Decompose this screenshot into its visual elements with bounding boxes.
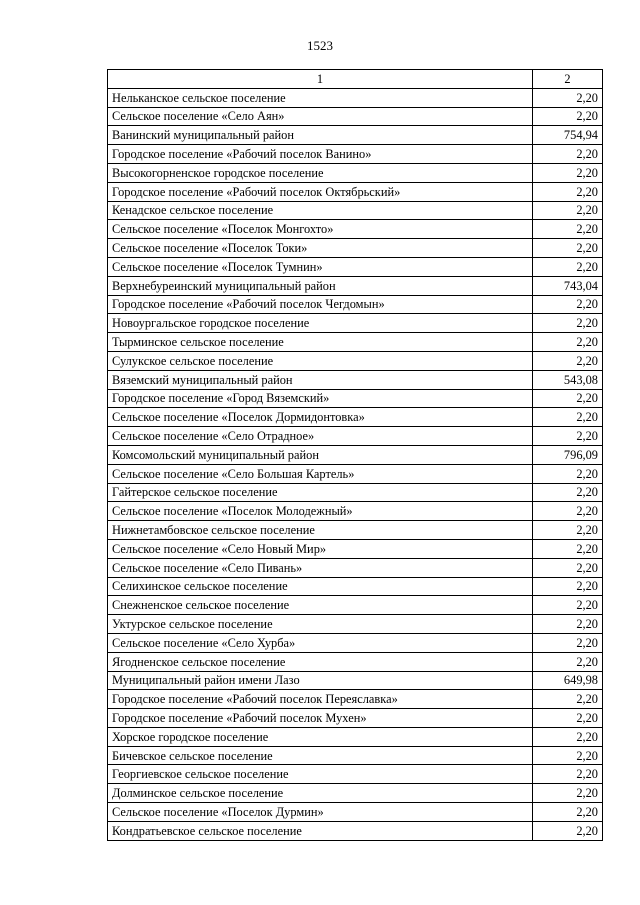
- municipality-name-cell: Сельское поселение «Поселок Дурмин»: [108, 803, 533, 822]
- table-row: [108, 652, 603, 671]
- value-cell: 796,09: [533, 445, 603, 464]
- municipality-name-cell: Кенадское сельское поселение: [108, 201, 533, 220]
- municipality-name-cell: Сельское поселение «Село Пивань»: [108, 558, 533, 577]
- value-cell: 2,20: [533, 539, 603, 558]
- municipality-name-cell: Ягодненское сельское поселение: [108, 652, 533, 671]
- municipality-name-cell: Бичевское сельское поселение: [108, 746, 533, 765]
- table-row: [108, 427, 603, 446]
- table-row: [108, 389, 603, 408]
- value-cell: 2,20: [533, 220, 603, 239]
- municipality-name-cell: Сельское поселение «Село Новый Мир»: [108, 539, 533, 558]
- value-cell: 2,20: [533, 502, 603, 521]
- municipality-name-cell: Уктурское сельское поселение: [108, 615, 533, 634]
- value-cell: 2,20: [533, 821, 603, 840]
- value-cell: 543,08: [533, 370, 603, 389]
- page-number: 1523: [307, 38, 333, 53]
- table-row: [108, 333, 603, 352]
- municipality-name-cell: Сельское поселение «Село Большая Картель»: [108, 464, 533, 483]
- table-row: [108, 577, 603, 596]
- value-cell: 2,20: [533, 464, 603, 483]
- table-row: [108, 483, 603, 502]
- value-cell: 2,20: [533, 746, 603, 765]
- table-row: [108, 464, 603, 483]
- value-cell: 2,20: [533, 314, 603, 333]
- table-row: [108, 239, 603, 258]
- municipality-name-cell: Селихинское сельское поселение: [108, 577, 533, 596]
- column-header-name: 1: [108, 70, 533, 89]
- value-cell: 2,20: [533, 427, 603, 446]
- municipality-name-cell: Нельканское сельское поселение: [108, 88, 533, 107]
- value-cell: 743,04: [533, 276, 603, 295]
- value-cell: 2,20: [533, 633, 603, 652]
- municipality-name-cell: Сельское поселение «Поселок Тумнин»: [108, 257, 533, 276]
- municipality-name-cell: Городское поселение «Рабочий поселок Мухен»: [108, 709, 533, 728]
- table-row: [108, 145, 603, 164]
- municipality-name-cell: Сельское поселение «Поселок Дормидонтовка»: [108, 408, 533, 427]
- table-row: [108, 126, 603, 145]
- municipality-name-cell: Городское поселение «Рабочий поселок Октябрьский»: [108, 182, 533, 201]
- value-cell: 2,20: [533, 201, 603, 220]
- municipality-name-cell: Комсомольский муниципальный район: [108, 445, 533, 464]
- value-cell: 2,20: [533, 765, 603, 784]
- table-row: [108, 633, 603, 652]
- value-cell: 2,20: [533, 615, 603, 634]
- value-cell: 2,20: [533, 333, 603, 352]
- value-cell: 2,20: [533, 558, 603, 577]
- value-cell: 2,20: [533, 107, 603, 126]
- table-row: [108, 370, 603, 389]
- value-cell: 2,20: [533, 727, 603, 746]
- value-cell: 2,20: [533, 408, 603, 427]
- municipality-name-cell: Новоургальское городское поселение: [108, 314, 533, 333]
- table-row: [108, 803, 603, 822]
- municipality-name-cell: Нижнетамбовское сельское поселение: [108, 521, 533, 540]
- table-row: [108, 220, 603, 239]
- table-header-row: [108, 70, 603, 89]
- value-cell: 2,20: [533, 145, 603, 164]
- municipality-name-cell: Городское поселение «Город Вяземский»: [108, 389, 533, 408]
- table-row: [108, 88, 603, 107]
- data-table: [107, 69, 603, 841]
- municipality-name-cell: Сельское поселение «Поселок Молодежный»: [108, 502, 533, 521]
- table-row: [108, 257, 603, 276]
- table-row: [108, 502, 603, 521]
- table-row: [108, 276, 603, 295]
- municipality-name-cell: Сулукское сельское поселение: [108, 351, 533, 370]
- table-row: [108, 709, 603, 728]
- table-row: [108, 521, 603, 540]
- table-row: [108, 821, 603, 840]
- column-header-value: 2: [533, 70, 603, 89]
- value-cell: 2,20: [533, 690, 603, 709]
- value-cell: 2,20: [533, 577, 603, 596]
- value-cell: 2,20: [533, 88, 603, 107]
- value-cell: 2,20: [533, 784, 603, 803]
- table-row: [108, 445, 603, 464]
- municipality-name-cell: Долминское сельское поселение: [108, 784, 533, 803]
- value-cell: 754,94: [533, 126, 603, 145]
- table-row: [108, 314, 603, 333]
- municipality-name-cell: Муниципальный район имени Лазо: [108, 671, 533, 690]
- municipality-name-cell: Городское поселение «Рабочий поселок Ванино»: [108, 145, 533, 164]
- municipality-name-cell: Ванинский муниципальный район: [108, 126, 533, 145]
- value-cell: 2,20: [533, 389, 603, 408]
- municipality-name-cell: Высокогорненское городское поселение: [108, 163, 533, 182]
- value-cell: 2,20: [533, 239, 603, 258]
- value-cell: 2,20: [533, 709, 603, 728]
- table-row: [108, 727, 603, 746]
- value-cell: 2,20: [533, 483, 603, 502]
- municipality-name-cell: Городское поселение «Рабочий поселок Чегдомын»: [108, 295, 533, 314]
- municipality-name-cell: Сельское поселение «Поселок Токи»: [108, 239, 533, 258]
- table-row: [108, 765, 603, 784]
- table-row: [108, 201, 603, 220]
- table-row: [108, 746, 603, 765]
- municipality-name-cell: Вяземский муниципальный район: [108, 370, 533, 389]
- table-row: [108, 107, 603, 126]
- value-cell: 2,20: [533, 295, 603, 314]
- municipality-name-cell: Кондратьевское сельское поселение: [108, 821, 533, 840]
- municipality-name-cell: Сельское поселение «Поселок Монгохто»: [108, 220, 533, 239]
- municipality-name-cell: Сельское поселение «Село Отрадное»: [108, 427, 533, 446]
- table-row: [108, 163, 603, 182]
- table-row: [108, 690, 603, 709]
- value-cell: 2,20: [533, 257, 603, 276]
- municipality-name-cell: Гайтерское сельское поселение: [108, 483, 533, 502]
- value-cell: 2,20: [533, 652, 603, 671]
- value-cell: 2,20: [533, 351, 603, 370]
- table-row: [108, 408, 603, 427]
- table-row: [108, 784, 603, 803]
- value-cell: 2,20: [533, 182, 603, 201]
- municipality-name-cell: Сельское поселение «Село Хурба»: [108, 633, 533, 652]
- value-cell: 2,20: [533, 163, 603, 182]
- table-row: [108, 615, 603, 634]
- municipality-name-cell: Сельское поселение «Село Аян»: [108, 107, 533, 126]
- table-row: [108, 671, 603, 690]
- municipality-name-cell: Георгиевское сельское поселение: [108, 765, 533, 784]
- table-row: [108, 351, 603, 370]
- municipality-name-cell: Снежненское сельское поселение: [108, 596, 533, 615]
- table-row: [108, 596, 603, 615]
- value-cell: 649,98: [533, 671, 603, 690]
- municipality-name-cell: Верхнебуреинский муниципальный район: [108, 276, 533, 295]
- value-cell: 2,20: [533, 521, 603, 540]
- value-cell: 2,20: [533, 803, 603, 822]
- municipality-name-cell: Хорское городское поселение: [108, 727, 533, 746]
- table-row: [108, 295, 603, 314]
- municipality-name-cell: Тырминское сельское поселение: [108, 333, 533, 352]
- table-row: [108, 558, 603, 577]
- municipality-name-cell: Городское поселение «Рабочий поселок Переяславка»: [108, 690, 533, 709]
- table-row: [108, 539, 603, 558]
- table-body: [108, 88, 603, 840]
- value-cell: 2,20: [533, 596, 603, 615]
- table-row: [108, 182, 603, 201]
